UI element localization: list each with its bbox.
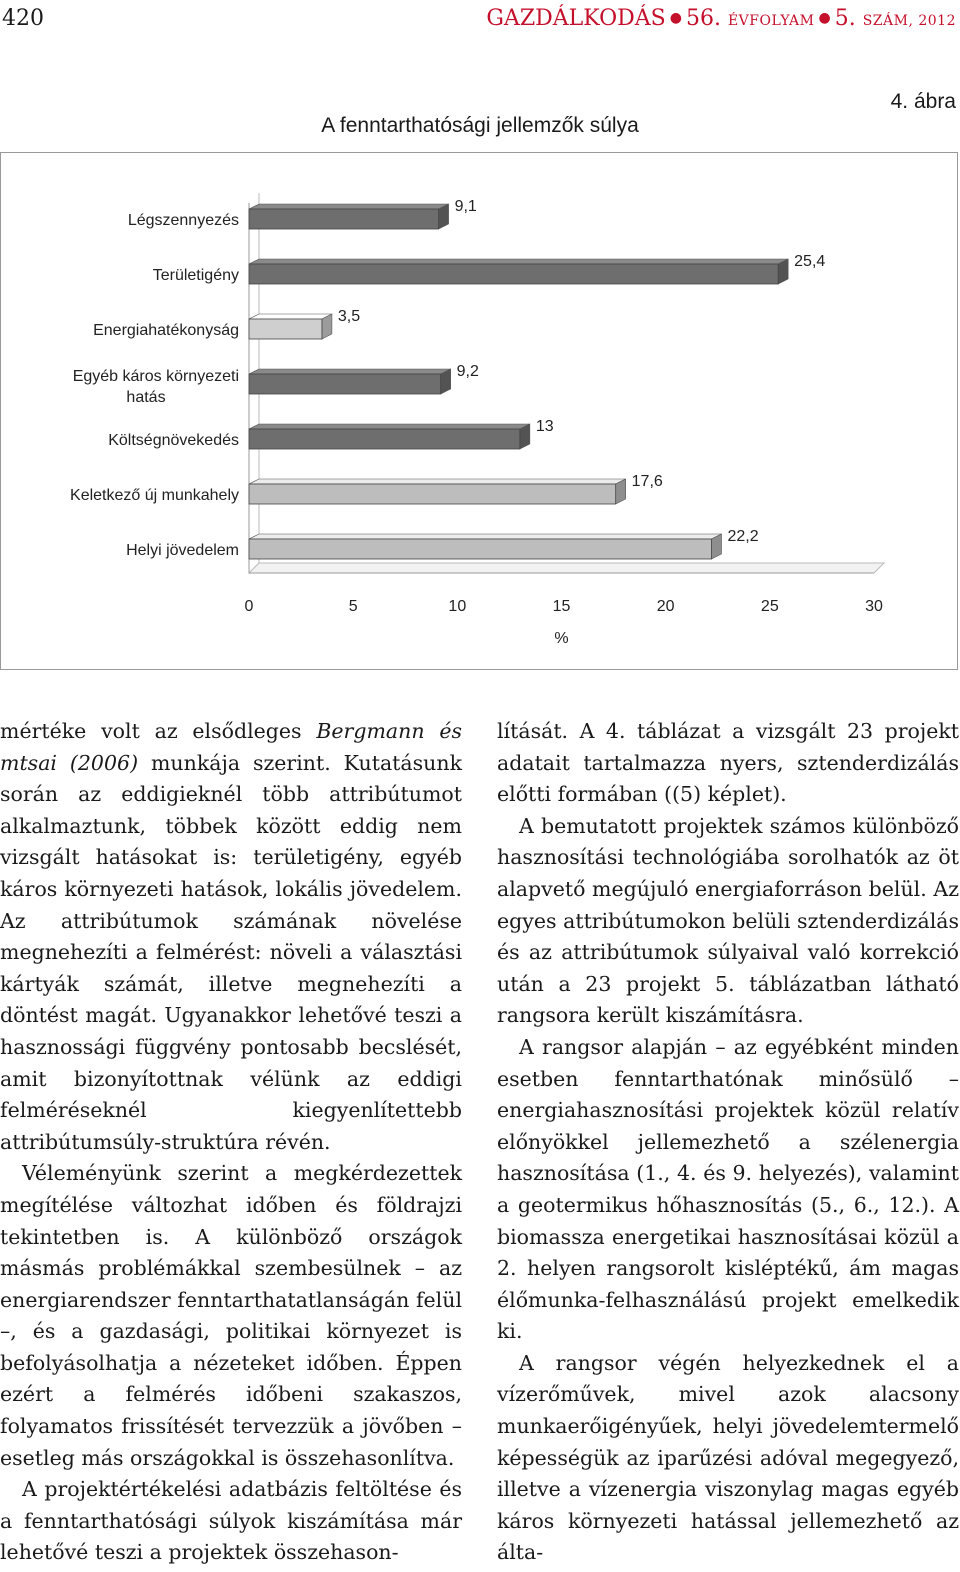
x-tick-label: 20 <box>656 598 675 615</box>
figure-label: 4. ábra <box>890 90 956 113</box>
issue-word: SZÁM, 2012 <box>862 13 956 29</box>
right-text-column <box>497 716 959 1569</box>
category-label: Légszennyezés <box>127 212 239 229</box>
data-label: 3,5 <box>337 308 361 325</box>
journal-header <box>486 6 956 31</box>
bar <box>249 319 322 339</box>
bar <box>249 484 616 504</box>
bar-top-face <box>249 369 451 374</box>
page-number: 420 <box>2 6 44 31</box>
data-label: 17,6 <box>631 473 663 490</box>
x-tick-label: 30 <box>865 598 883 615</box>
bullet-icon: ● <box>669 10 682 26</box>
bar-top-face <box>249 534 722 539</box>
bar <box>249 539 712 559</box>
category-label: hatás <box>126 389 166 406</box>
category-label: Helyi jövedelem <box>126 542 239 559</box>
x-tick-label: 10 <box>448 598 467 615</box>
right-paragraph: A bemutatott projektek számos különböző hasznosítási technológiába sorolhatók az öt alapvető megújuló energiaforráson belül. Az egyes attribútumokon belüli sztenderdizálás és az attribútumok súlyaival való korrekció után a 23 projekt 5. táblázatban látható rangsora került kiszámításra. <box>497 813 959 1028</box>
x-tick-label: 5 <box>348 598 358 615</box>
bar <box>249 264 778 284</box>
left-paragraph: A projektértékelési adatbázis feltöltése és a fenntarthatósági súlyok kiszámítása már lehetővé teszi a projektek összehason- <box>0 1477 462 1565</box>
category-label: Egyéb káros környezeti <box>72 368 239 385</box>
bar-top-face <box>249 314 332 319</box>
bar-top-face <box>249 204 449 209</box>
bullet-icon: ● <box>818 10 831 26</box>
x-axis-label: % <box>554 630 569 647</box>
category-label: Területigény <box>152 267 239 284</box>
bar-top-face <box>249 479 626 484</box>
figure-title: A fenntarthatósági jellemzők súlya <box>321 114 639 137</box>
bar-top-face <box>249 259 788 264</box>
data-label: 9,2 <box>456 363 479 380</box>
category-label: Költségnövekedés <box>108 432 239 449</box>
right-paragraph: lítását. A 4. táblázat a vizsgált 23 projekt adatait tartalmazza nyers, sztenderdizálás előtti formában ((5) képlet). <box>497 719 959 807</box>
volume-word: ÉVFOLYAM <box>727 13 815 29</box>
bar <box>249 429 520 449</box>
volume-number: 56. <box>685 6 721 31</box>
bar <box>249 209 439 229</box>
right-paragraph: A rangsor végén helyezkednek el a vízerőművek, mivel azok alacsony munkaerőigényűek, helyi jövedelemtermelő képességük az iparűzési adóval megegyező, illetve a vízenergia viszonylag magas egyéb káros környezeti hatással jellemezhető az álta- <box>497 1350 959 1565</box>
chart-floor <box>249 563 884 573</box>
data-label: 13 <box>535 418 554 435</box>
journal-name: GAZDÁLKODÁS <box>486 6 666 31</box>
left-text-column <box>0 716 462 1569</box>
category-label: Energiahatékonyság <box>93 322 239 339</box>
category-label: Keletkező új munkahely <box>70 487 239 504</box>
left-paragraph: mértéke volt az elsődleges Bergmann és mtsai (2006) munkája szerint. Kutatásunk során az eddigieknél több attribútumot alkalmaztunk, többek között eddig nem vizsgált hatásokat is: területigény, egyéb káros környezeti hatások, lokális jövedelem. Az attribútumok számának növelése megnehezíti a felmérést: növeli a választási kártyák számát, illetve megnehezíti a döntést magát. Ugyanakkor lehetővé teszi a hasznossági függvény pontosabb becslését, amit bizonyítottnak vélünk az eddigi felméréseknél kiegyenlítettebb attribútumsúly-struktúra révén. <box>0 719 462 1154</box>
x-tick-label: 15 <box>552 598 571 615</box>
data-label: 25,4 <box>794 253 826 270</box>
page-header <box>0 0 960 40</box>
data-label: 22,2 <box>727 528 759 545</box>
right-paragraph: A rangsor alapján – az egyébként minden esetben fenntarthatónak minősülő – energiahasznosítási projektek közül relatív előnyökkel jellemezhető a szélenergia hasznosítása (1., 4. és 9. helyezés), valamint a geotermikus hőhasznosítás (5., 6., 12.). A biomassza energetikai hasznosításai közül a 2. helyen rangsorolt kisléptékű, ám magas élőmunka-felhasználású projekt emelkedik ki. <box>497 1034 959 1344</box>
x-tick-label: 0 <box>244 598 254 615</box>
data-label: 9,1 <box>454 198 477 215</box>
bar <box>249 374 441 394</box>
bar-chart <box>0 152 958 670</box>
bar-top-face <box>249 424 530 429</box>
issue-number: 5. <box>834 6 856 31</box>
x-tick-label: 25 <box>760 598 779 615</box>
chart-svg <box>1 153 957 669</box>
left-paragraph: Véleményünk szerint a megkérdezettek megítélése változhat időben és földrajzi tekintetben is. A különböző országok másmás problémákkal szembesülnek – az energiarendszer fenntarthatatlanságán felül –, és a gazdasági, politikai környezet is befolyásolhatja a nézeteket időben. Éppen ezért a felmérés időbeni szakaszos, folyamatos frissítését tervezzük a jövőben – esetleg más országokkal is összehasonlítva. <box>0 1161 462 1470</box>
